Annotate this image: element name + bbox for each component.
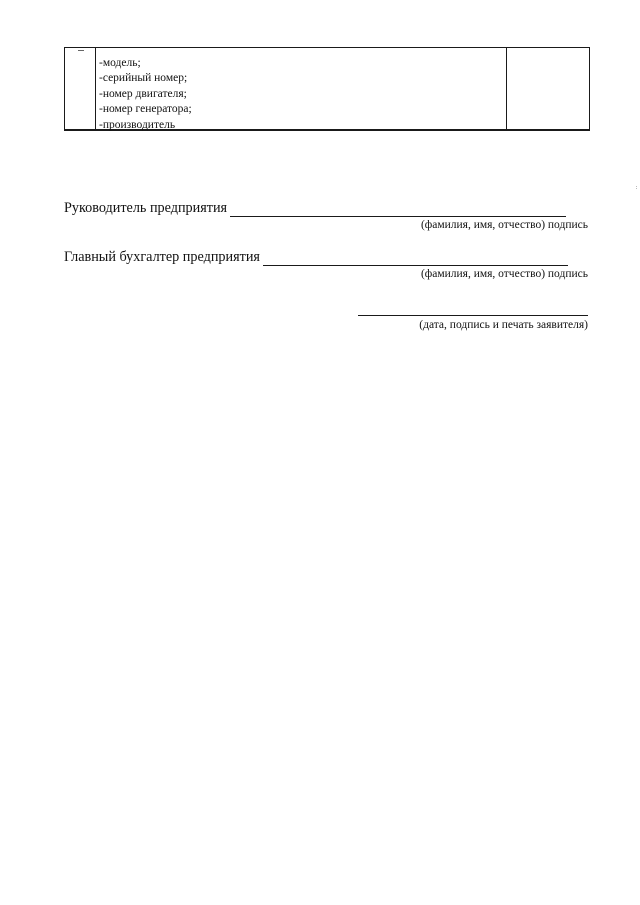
director-signature-row — [64, 200, 566, 217]
table-value-column — [507, 48, 589, 129]
table-row: -номер двигателя; — [99, 87, 187, 100]
dash-mark — [78, 50, 84, 51]
equipment-table — [64, 47, 590, 131]
table-row: -производитель — [99, 118, 176, 131]
table-row: -модель; — [99, 57, 141, 69]
scan-speck — [636, 188, 637, 189]
accountant-label: Главный бухгалтер предприятия — [64, 249, 260, 265]
applicant-caption: (дата, подпись и печать заявителя) — [419, 319, 588, 331]
director-label: Руководитель предприятия — [64, 200, 228, 216]
table-description-column — [96, 48, 507, 129]
table-number-column — [65, 48, 96, 129]
director-caption: (фамилия, имя, отчество) подпись — [420, 219, 588, 231]
applicant-signature-line — [358, 315, 588, 316]
director-signature-line — [230, 203, 566, 217]
table-row: -серийный номер; — [99, 72, 188, 85]
table-row: -номер генератора; — [99, 103, 192, 116]
scan-speck — [636, 186, 637, 187]
accountant-signature-line — [263, 252, 568, 266]
accountant-signature-row — [64, 249, 568, 266]
accountant-caption: (фамилия, имя, отчество) подпись — [420, 268, 588, 280]
